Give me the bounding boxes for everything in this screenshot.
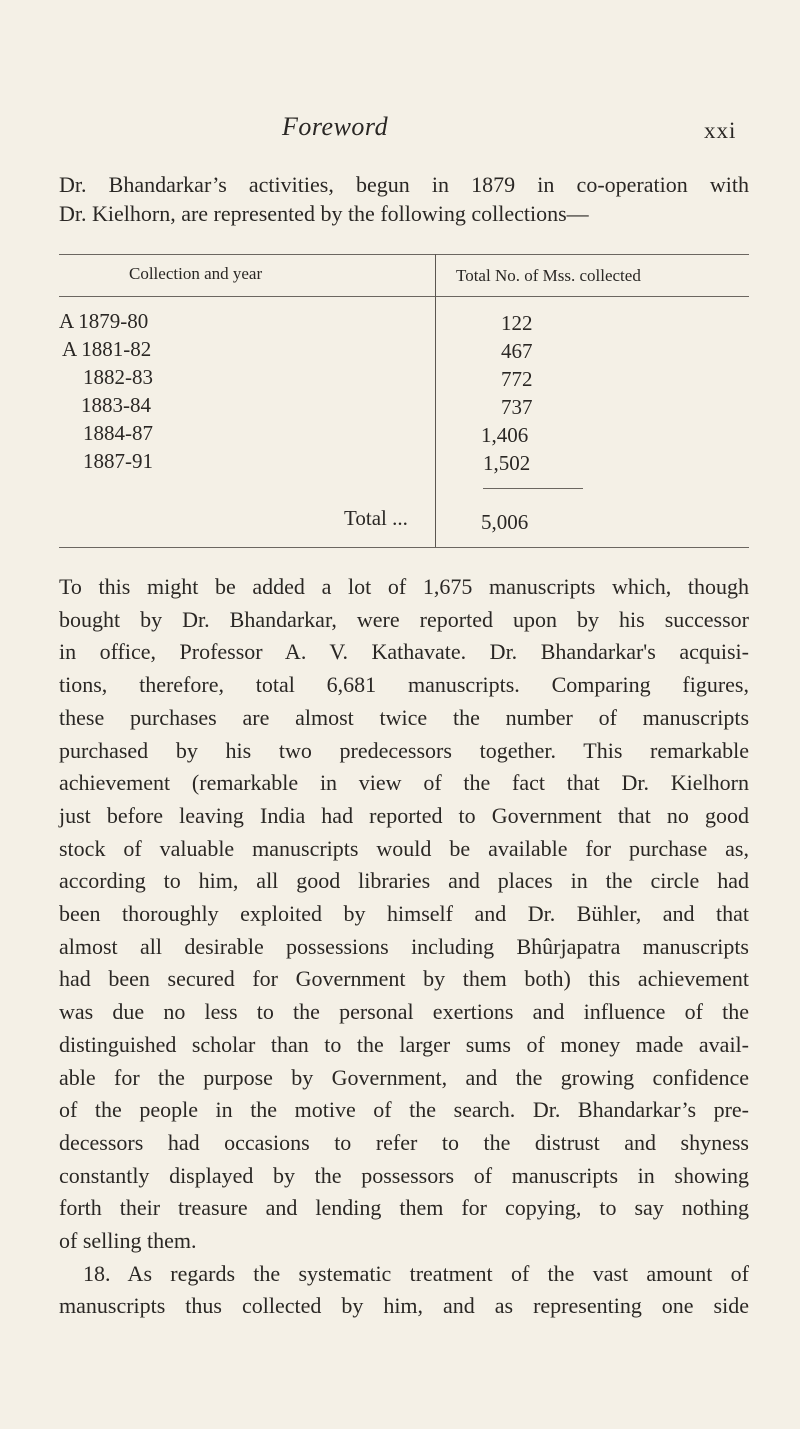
- body-line: was due no less to the personal exertions and influence of the: [59, 999, 749, 1025]
- row-count: 122: [501, 311, 533, 335]
- body-line: according to him, all good libraries and places in the circle had: [59, 868, 749, 894]
- column-header-year: Collection and year: [129, 264, 263, 283]
- table-bottom-rule: [59, 547, 749, 548]
- body-line: of the people in the motive of the search. Dr. Bhandarkar’s pre-: [59, 1097, 749, 1123]
- body-line: decessors had occasions to refer to the distrust and shyness: [59, 1129, 749, 1155]
- total-rule: [483, 488, 583, 489]
- page-number: xxi: [704, 118, 737, 143]
- body-line: manuscripts thus collected by him, and as representing one side: [59, 1293, 749, 1319]
- total-label: Total ...: [344, 506, 408, 530]
- row-year: 1882-83: [83, 365, 153, 389]
- column-header-count: Total No. of Mss. collected: [456, 266, 641, 285]
- row-year: A 1881-82: [62, 337, 152, 361]
- body-line: these purchases are almost twice the number of manuscripts: [59, 704, 749, 730]
- row-year: 1883-84: [81, 393, 151, 417]
- row-count: 1,502: [483, 451, 531, 475]
- body-line: distinguished scholar than to the larger sums of money made avail-: [59, 1031, 749, 1057]
- row-year: A 1879-80: [59, 309, 149, 333]
- total-value: 5,006: [481, 510, 529, 534]
- intro-line: Dr. Kielhorn, are represented by the following collections—: [59, 201, 589, 226]
- body-line: just before leaving India had reported to Government that no good: [59, 802, 749, 828]
- body-line: forth their treasure and lending them for copying, to say nothing: [59, 1195, 749, 1221]
- body-line: had been secured for Government by them both) this achievement: [59, 966, 749, 992]
- body-line: achievement (remarkable in view of the fact that Dr. Kielhorn: [59, 770, 749, 796]
- body-line: in office, Professor A. V. Kathavate. Dr. Bhandarkar's acquisi-: [59, 639, 749, 665]
- body-line: of selling them.: [59, 1228, 197, 1254]
- body-line: purchased by his two predecessors together. This remarkable: [59, 737, 749, 763]
- collections-table: [59, 254, 749, 554]
- body-line: almost all desirable possessions including Bhûrjapatra manuscripts: [59, 933, 749, 959]
- intro-paragraph: [59, 170, 749, 228]
- table-top-rule: [59, 254, 749, 255]
- column-divider: [435, 254, 436, 547]
- body-line: 18. As regards the systematic treatment of the vast amount of: [83, 1260, 749, 1286]
- body-line: To this might be added a lot of 1,675 manuscripts which, though: [59, 574, 749, 599]
- body-line: bought by Dr. Bhandarkar, were reported upon by his successor: [59, 606, 749, 632]
- row-count: 772: [501, 367, 533, 391]
- running-header-title: Foreword: [282, 112, 389, 141]
- body-line: tions, therefore, total 6,681 manuscripts. Comparing figures,: [59, 672, 749, 698]
- header-rule: [59, 296, 749, 297]
- body-paragraph: [59, 571, 749, 1323]
- row-count: 1,406: [481, 423, 529, 447]
- body-line: constantly displayed by the possessors of manuscripts in showing: [59, 1162, 749, 1188]
- body-line: able for the purpose by Government, and the growing confidence: [59, 1064, 749, 1090]
- row-year: 1884-87: [83, 421, 153, 445]
- intro-line: Dr. Bhandarkar’s activities, begun in 1879 in co-operation with: [59, 172, 749, 197]
- body-line: been thoroughly exploited by himself and Dr. Bühler, and that: [59, 901, 749, 927]
- row-count: 467: [501, 339, 533, 363]
- body-line: stock of valuable manuscripts would be available for purchase as,: [59, 835, 749, 861]
- row-count: 737: [501, 395, 533, 419]
- row-year: 1887-91: [83, 449, 153, 473]
